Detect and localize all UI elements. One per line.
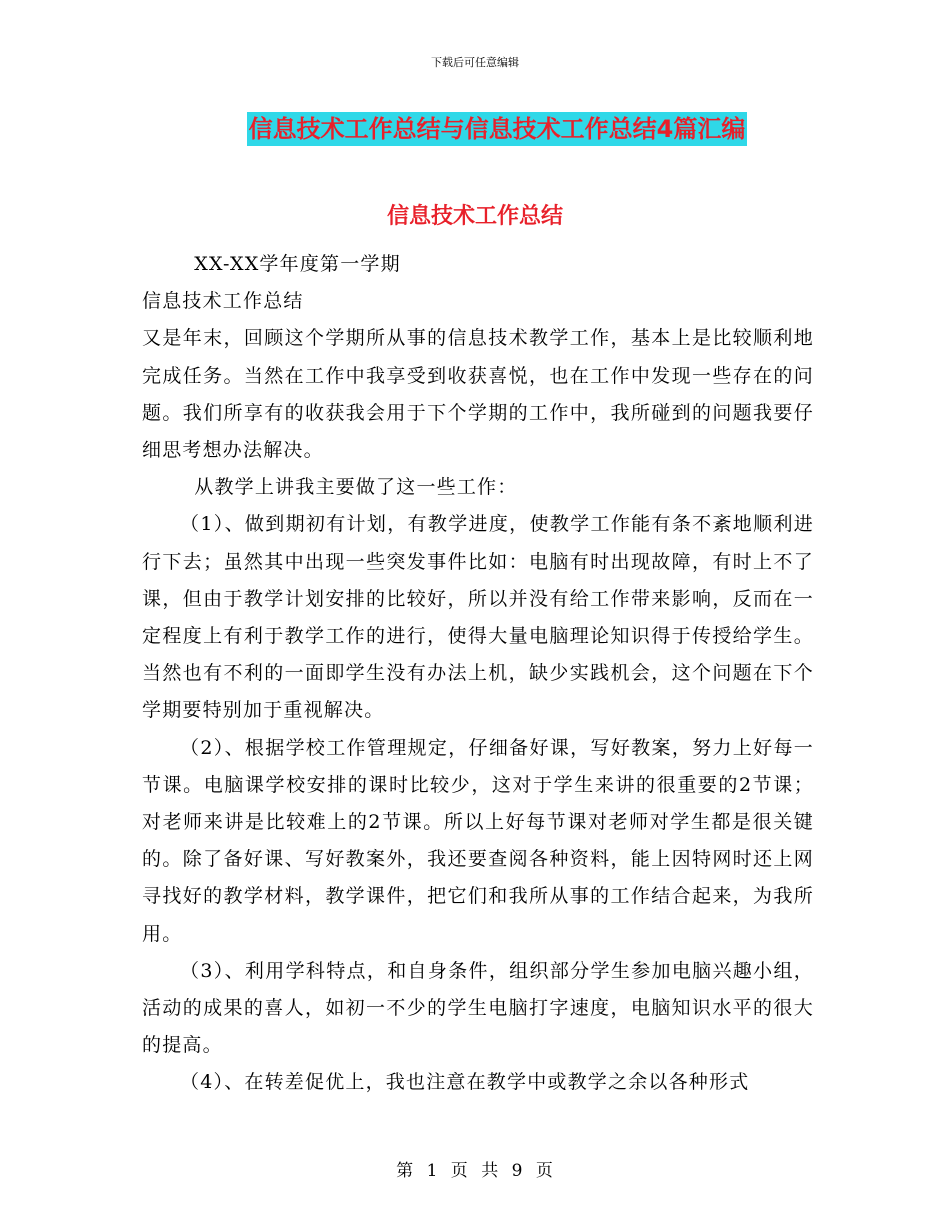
footer-label-gong: 共 [481,1161,500,1181]
footer-label-ye-2: 页 [535,1161,554,1181]
footer-label-ye: 页 [450,1161,469,1181]
footer-total-pages: 9 [511,1161,524,1181]
document-body [142,246,814,1102]
header-note: 下载后可任意编辑 [431,56,519,69]
paragraph-semester: XX-XX学年度第一学期 [194,253,401,275]
section-title: 信息技术工作总结 [386,204,563,229]
paragraph-work-lead: 从教学上讲我主要做了这一些工作： [194,476,518,499]
paragraph-item-3: （3）、利用学科特点，和自身条件，组织部分学生参加电脑兴趣小组，活动的成果的喜人，如初一不少的学生电脑打字速度，电脑知识水平的很大的提高。 [142,959,814,1057]
paragraph-item-2: （2）、根据学校工作管理规定，仔细备好课，写好教案，努力上好每一节课。电脑课学校安排的课时比较少，这对于学生来讲的很重要的2节课；对老师来讲是比较难上的2节课。所以上好每节课对老师对学生都是很关键的。除了备好课、写好教案外，我还要查阅各种资料，能上因特网时还上网寻找好的教学材料，教学课件，把它们和我所从事的工作结合起来，为我所用。 [142,736,814,945]
paragraph-intro: 又是年末，回顾这个学期所从事的信息技术教学工作，基本上是比较顺利地完成任务。当然在工作中我享受到收获喜悦，也在工作中发现一些存在的问题。我们所享有的收获我会用于下个学期的工作中，我所碰到的问题我要仔细思考想办法解决。 [142,327,814,462]
footer-label-di: 第 [396,1161,415,1181]
paragraph-item-4: （4）、在转差促优上，我也注意在教学中或教学之余以各种形式 [180,1071,750,1094]
paragraph-subtitle: 信息技术工作总结 [142,290,304,313]
paragraph-item-1: （1）、做到期初有计划，有教学进度，使教学工作能有条不紊地顺利进行下去；虽然其中出现一些突发事件比如：电脑有时出现故障，有时上不了课，但由于教学计划安排的比较好，所以并没有给工作带来影响，反而在一定程度上有利于教学工作的进行，使得大量电脑理论知识得于传授给学生。当然也有不利的一面即学生没有办法上机，缺少实践机会，这个问题在下个学期要特别加于重视解决。 [142,513,814,722]
doc-title-wrap [0,112,950,146]
footer-page-number: 1 [426,1161,439,1181]
page-footer [0,1156,950,1181]
document-title: 信息技术工作总结与信息技术工作总结4篇汇编 [247,112,748,146]
